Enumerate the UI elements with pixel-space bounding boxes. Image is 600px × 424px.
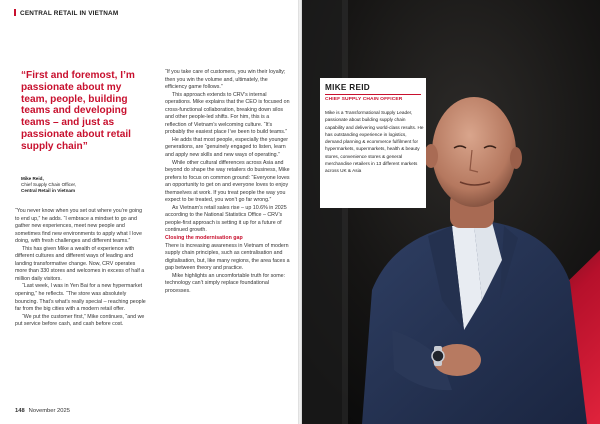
paragraph: He adds that most people, especially the younger generations, are “genuinely engaged to listen, learn and apply new skills and new ways of operating.” [165, 136, 289, 159]
portrait-photo [302, 0, 600, 424]
paragraph: This has given Mike a wealth of experience with different cultures and different ways of leading and landing transformative change. Now, CRV operates more than 330 stores and welcomes in excess of half a million daily visitors. [15, 245, 145, 282]
attribution-name: Mike Reid, [21, 176, 44, 181]
quote-attribution [21, 176, 76, 194]
page-number: 148 [15, 408, 25, 414]
page-footer [15, 408, 70, 414]
attribution-org: Central Retail in Vietnam [21, 188, 76, 194]
paragraph: There is increasing awareness in Vietnam of modern supply chain principles, such as centralisation and digitalisation, but, like many regions, the area faces a gap between theory and practice. [165, 242, 290, 272]
paragraph: Mike highlights an uncomfortable truth for some: technology can’t simply replace foundational processes. [165, 272, 286, 294]
paragraph: “We put the customer first,” Mike continues, “and we put service before cash, and cash before cost. [15, 313, 145, 328]
profile-role: CHIEF SUPPLY CHAIN OFFICER [325, 97, 403, 102]
attribution-title: Chief Supply Chain Officer, [21, 182, 77, 188]
profile-box [320, 78, 426, 208]
paragraph: “You never know when you set out where you’re going to end up,” he adds. “I embrace a mindset to go and gather new experiences, meet new people and sometimes find new environments to apply what I love doing, with fresh challenges and different teams.” [15, 208, 143, 245]
body-column-2 [165, 69, 290, 295]
subheading: Closing the modernisation gap [165, 235, 243, 242]
paragraph: “Last week, I was in Yen Bai for a new hypermarket opening,” he reflects. “The store was absolutely bouncing. That’s what’s really special – reaching people far from the big cities with a modern retail offer. [15, 283, 146, 313]
section-label [14, 9, 118, 17]
profile-name: MIKE REID [325, 83, 371, 92]
section-marker-icon [14, 9, 16, 16]
profile-bio: Mike is a Transformational Supply Leader, passionate about building supply chain capability and delivering world-class results. He has outstanding experience in logistics, demand planning & ecommerce fulfilment for hypermarkets, supermarkets, health & beauty stores, convenience stores & general merchandise retailers in 13 different markets across UK & Asia [325, 110, 424, 174]
pull-quote: “First and foremost, I’m passionate about my team, people, building teams and developing teams – and just as passionate about retail supply chain” [21, 70, 135, 152]
portrait-illustration [302, 0, 600, 424]
section-label-text: CENTRAL RETAIL IN VIETNAM [20, 10, 119, 17]
paragraph: This approach extends to CRV’s internal operations. Mike explains that the CEO is focused on cross-functional collaboration, breaking down silos and other people-led shifts. For him, this is a reflection of Vietnam’s welcoming culture. “It’s probably the easiest place I’ve been to build teams.” [165, 91, 290, 136]
paragraph: While other cultural differences across Asia and beyond do shape the way retailers do business, Mike prefers to focus on common ground: “Everyone loves an opportunity to get on and everyone loves to enjoy themselves at work. If you treat people the way you expect to be treated, you won’t go far wrong.” [165, 159, 290, 204]
issue-date: November 2025 [28, 408, 70, 414]
body-column-1 [15, 208, 147, 329]
paragraph: As Vietnam’s retail sales rise – up 10.6% in 2025 according to the National Statistics Office – CRV’s people-first approach is setting it up for a future of continued growth. [165, 204, 287, 234]
profile-divider [325, 94, 421, 95]
paragraph: “If you take care of customers, you win their loyalty; then you win the volume and, ultimately, the efficiency game follows.” [165, 69, 286, 91]
